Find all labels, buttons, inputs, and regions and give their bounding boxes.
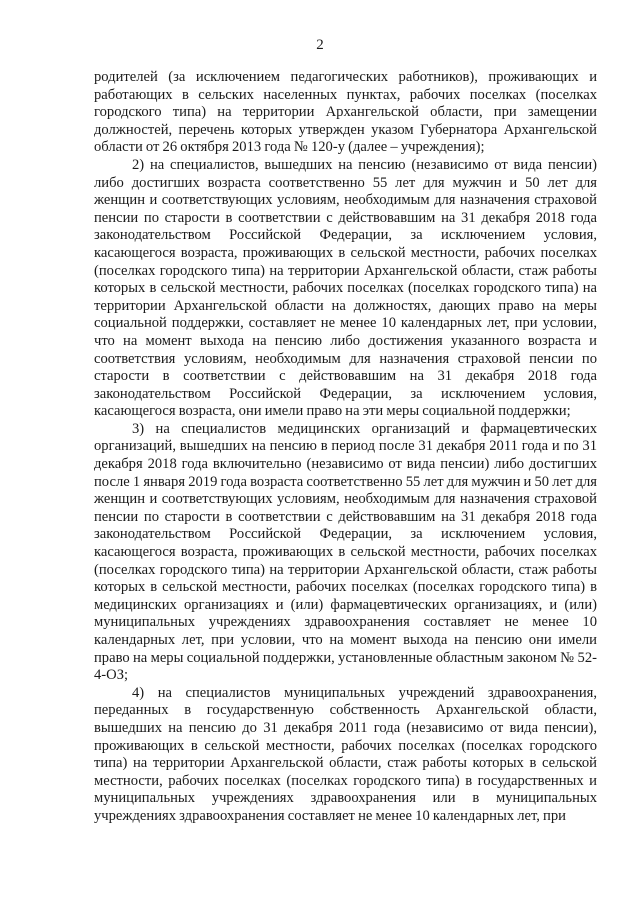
document-body: [94, 69, 597, 826]
page-number: 2: [316, 37, 324, 53]
paragraph-item-4: 4) на специалистов муниципальных учреждений здравоохранения, переданных в государственную собственность Архангельской области, вышедших на пенсию до 31 декабря 2011 года (независимо от вида пенсии), проживающих в сельской местности, рабочих поселках (поселках городского типа) на территории Архангельской области, стаж работы которых в сельской местности, рабочих поселках (поселках городского типа) в государственных и муниципальных учреждениях здравоохранения или в муниципальных учреждениях здравоохранения составляет не менее 10 календарных лет, при: [94, 684, 597, 824]
paragraph-item-3: 3) на специалистов медицинских организаций и фармацевтических организаций, вышедших на пенсию в период после 31 декабря 2011 года и по 31 декабря 2018 года включительно (независимо от вида пенсии) либо достигших после 1 января 2019 года возраста соответственно 55 лет для мужчин и 50 лет для женщин и соответствующих условиям, необходимым для назначения страховой пенсии по старости в соответствии с действовавшим на 31 декабря 2018 года законодательством Российской Федерации, за исключением условия, касающегося возраста, проживающих в сельской местности, рабочих поселках (поселках городского типа) на территории Архангельской области, стаж работы которых в сельской местности, рабочих поселках (поселках городского типа) в медицинских организациях и (или) фармацевтических организациях, и (или) муниципальных учреждениях здравоохранения составляет не менее 10 календарных лет, при условии, что на момент выхода на пенсию они имели право на меры социальной поддержки, установленные областным законом № 52-4-ОЗ;: [94, 420, 597, 684]
paragraph-continuation: родителей (за исключением педагогических работников), проживающих и работающих в сельских населенных пунктах, рабочих поселках (поселках городского типа) на территории Архангельской области, при замещении должностей, перечень которых утвержден указом Губернатора Архангельской области от 26 октября 2013 года № 120-у (далее – учреждения);: [94, 69, 597, 156]
paragraph-item-2: 2) на специалистов, вышедших на пенсию (независимо от вида пенсии) либо достигших возраста соответственно 55 лет для мужчин и 50 лет для женщин и соответствующих условиям, необходимым для назначения страховой пенсии по старости в соответствии с действовавшим на 31 декабря 2018 года законодательством Российской Федерации, за исключением условия, касающегося возраста, проживающих в сельской местности, рабочих поселках (поселках городского типа) на территории Архангельской области, стаж работы которых в сельской местности, рабочих поселках (поселках городского типа) на территории Архангельской области на должностях, дающих право на меры социальной поддержки, составляет не менее 10 календарных лет, при условии, что на момент выхода на пенсию либо достижения указанного возраста и соответствия условиям, необходимым для назначения страховой пенсии по старости в соответствии с действовавшим на 31 декабря 2018 года законодательством Российской Федерации, за исключением условия, касающегося возраста, они имели право на эти меры социальной поддержки;: [94, 156, 597, 420]
